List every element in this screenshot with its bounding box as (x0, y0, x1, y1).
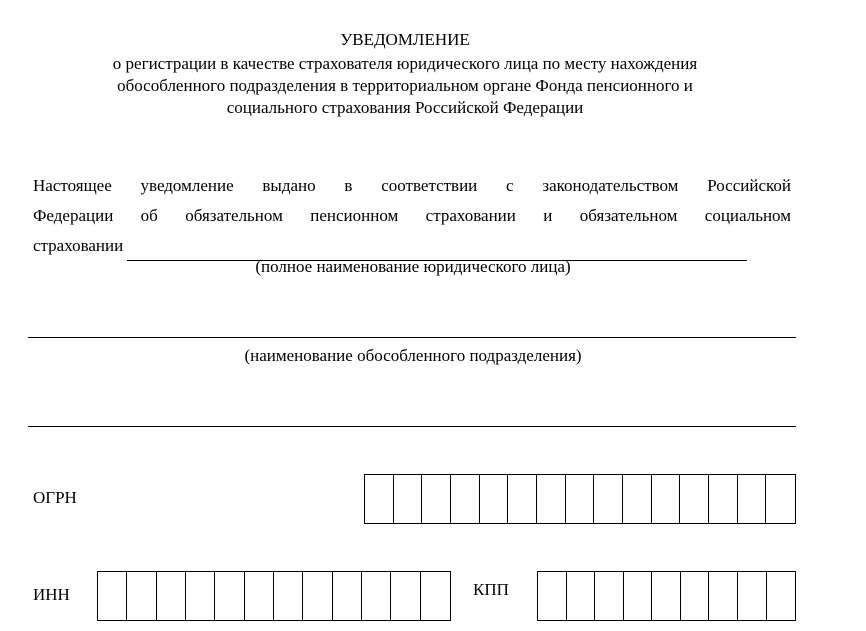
ogrn-digit-cell[interactable] (566, 475, 595, 523)
subtitle-line: о регистрации в качестве страхователя юридического лица по месту нахождения (112, 54, 698, 73)
ogrn-digit-cell[interactable] (652, 475, 681, 523)
inn-digit-cell[interactable] (274, 572, 303, 620)
inn-digit-cell[interactable] (303, 572, 332, 620)
kpp-digit-cell[interactable] (538, 572, 567, 620)
inn-digit-cell[interactable] (362, 572, 391, 620)
inn-label: ИНН (33, 585, 70, 604)
inn-digit-cell[interactable] (186, 572, 215, 620)
document-subtitle (30, 53, 780, 119)
paragraph-line: Настоящее уведомление выдано в соответствии с законодательством Российской (33, 176, 791, 195)
ogrn-digit-cell[interactable] (623, 475, 652, 523)
paragraph-line: страховании (33, 236, 124, 255)
kpp-digit-cell[interactable] (681, 572, 710, 620)
inn-digit-cell[interactable] (157, 572, 186, 620)
document-title: УВЕДОМЛЕНИЕ (340, 30, 470, 49)
ogrn-digit-cell[interactable] (738, 475, 767, 523)
ogrn-digit-cell[interactable] (365, 475, 394, 523)
ogrn-input-grid[interactable] (364, 474, 796, 524)
ogrn-digit-cell[interactable] (480, 475, 509, 523)
kpp-digit-cell[interactable] (738, 572, 767, 620)
ogrn-digit-cell[interactable] (394, 475, 423, 523)
paragraph-line: Федерации об обязательном пенсионном страховании и обязательном социальном (33, 206, 791, 225)
kpp-digit-cell[interactable] (767, 572, 796, 620)
kpp-input-grid[interactable] (537, 571, 796, 621)
ogrn-label: ОГРН (33, 488, 77, 507)
legal-entity-caption: (полное наименование юридического лица) (255, 257, 571, 276)
kpp-digit-cell[interactable] (709, 572, 738, 620)
subtitle-line: социального страхования Российской Федерации (226, 98, 584, 117)
inn-digit-cell[interactable] (391, 572, 420, 620)
ogrn-digit-cell[interactable] (709, 475, 738, 523)
inn-digit-cell[interactable] (215, 572, 244, 620)
subtitle-line: обособленного подразделения в территориальном органе Фонда пенсионного и (117, 76, 693, 95)
ogrn-digit-cell[interactable] (508, 475, 537, 523)
legal-entity-name-continuation-field[interactable] (28, 337, 796, 338)
inn-digit-cell[interactable] (98, 572, 127, 620)
kpp-digit-cell[interactable] (595, 572, 624, 620)
inn-input-grid[interactable] (97, 571, 451, 621)
inn-digit-cell[interactable] (245, 572, 274, 620)
ogrn-digit-cell[interactable] (537, 475, 566, 523)
notice-paragraph (33, 171, 791, 261)
kpp-digit-cell[interactable] (652, 572, 681, 620)
ogrn-digit-cell[interactable] (594, 475, 623, 523)
kpp-digit-cell[interactable] (624, 572, 653, 620)
kpp-label: КПП (473, 580, 509, 599)
ogrn-digit-cell[interactable] (451, 475, 480, 523)
ogrn-digit-cell[interactable] (766, 475, 795, 523)
inn-digit-cell[interactable] (333, 572, 362, 620)
inn-digit-cell[interactable] (421, 572, 450, 620)
division-name-field[interactable] (28, 426, 796, 427)
ogrn-digit-cell[interactable] (680, 475, 709, 523)
inn-digit-cell[interactable] (127, 572, 156, 620)
kpp-digit-cell[interactable] (567, 572, 596, 620)
ogrn-digit-cell[interactable] (422, 475, 451, 523)
division-caption: (наименование обособленного подразделения) (244, 346, 582, 365)
